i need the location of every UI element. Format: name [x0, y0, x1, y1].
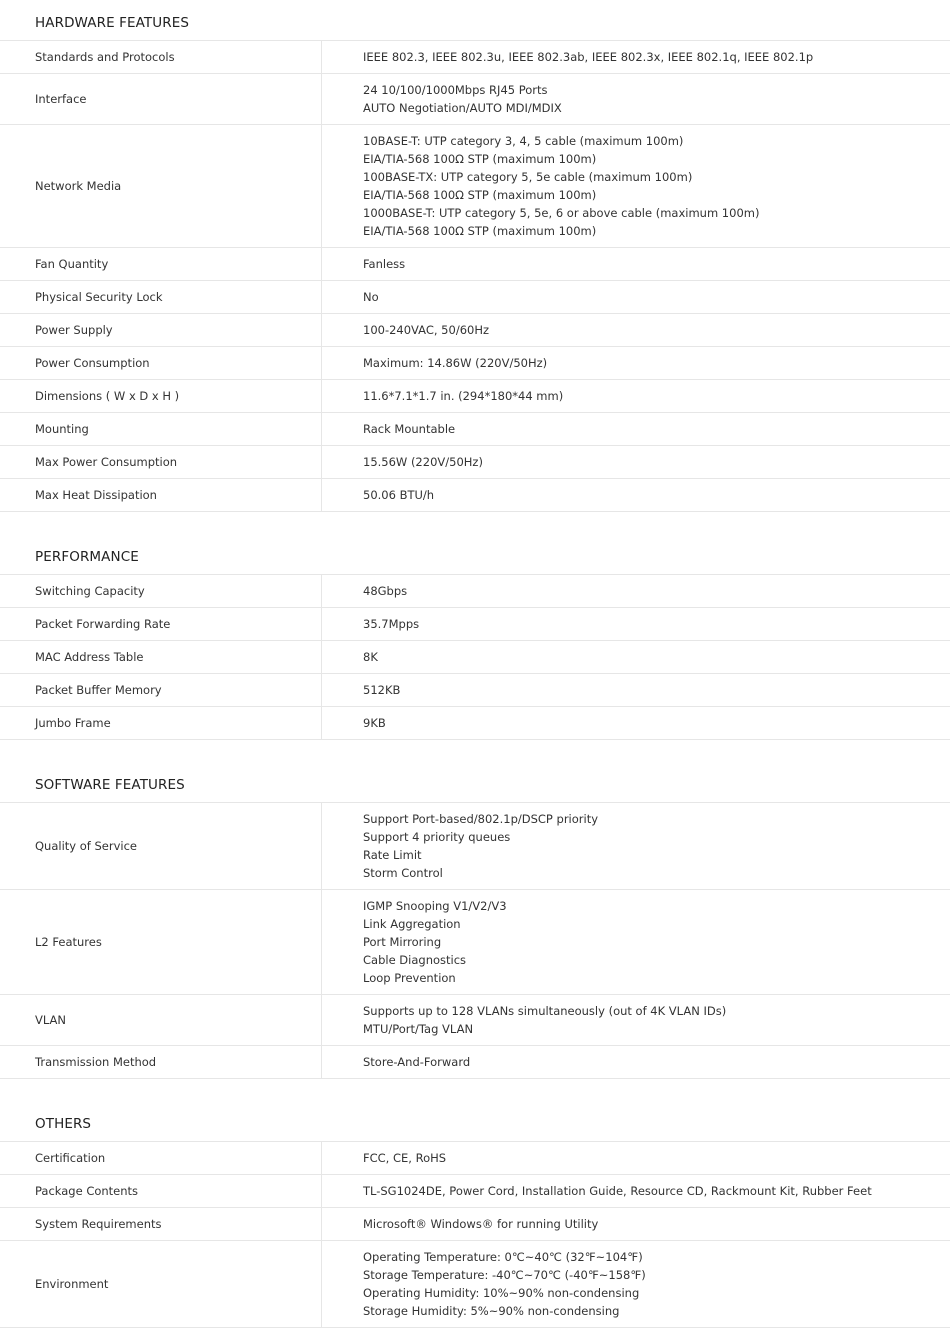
spec-label: Max Heat Dissipation [0, 479, 322, 511]
spec-value [322, 74, 950, 124]
spec-label: Package Contents [0, 1175, 322, 1207]
spec-value [322, 575, 950, 607]
spec-value [322, 446, 950, 478]
spec-value-line: Storage Humidity: 5%~90% non-condensing [363, 1304, 620, 1318]
spec-value [322, 995, 950, 1045]
spec-value [322, 281, 950, 313]
spec-value [322, 1241, 950, 1327]
spec-value-line: 10BASE-T: UTP category 3, 4, 5 cable (maximum 100m) [363, 134, 684, 148]
spec-section [0, 534, 950, 740]
spec-row [0, 74, 950, 125]
spec-value-line: Microsoft® Windows® for running Utility [363, 1217, 599, 1231]
spec-label: Switching Capacity [0, 575, 322, 607]
spec-value-line: 35.7Mpps [363, 617, 420, 631]
spec-row [0, 1208, 950, 1241]
spec-value-line: Operating Temperature: 0℃~40℃ (32℉~104℉) [363, 1250, 643, 1264]
spec-row [0, 890, 950, 995]
spec-row [0, 1241, 950, 1328]
spec-value-line: Maximum: 14.86W (220V/50Hz) [363, 356, 548, 370]
spec-label: VLAN [0, 995, 322, 1045]
spec-value-line: 8K [363, 650, 378, 664]
spec-value-line: EIA/TIA-568 100Ω STP (maximum 100m) [363, 224, 597, 238]
spec-value-line: EIA/TIA-568 100Ω STP (maximum 100m) [363, 152, 597, 166]
spec-section [0, 1101, 950, 1328]
spec-row [0, 41, 950, 74]
spec-row [0, 446, 950, 479]
spec-label: MAC Address Table [0, 641, 322, 673]
spec-section [0, 0, 950, 512]
spec-value-line: 15.56W (220V/50Hz) [363, 455, 483, 469]
spec-label: System Requirements [0, 1208, 322, 1240]
spec-row [0, 608, 950, 641]
spec-label: L2 Features [0, 890, 322, 994]
section-title: OTHERS [0, 1101, 950, 1142]
spec-value-line: Rate Limit [363, 848, 422, 862]
spec-value-line: Fanless [363, 257, 406, 271]
spec-label: Transmission Method [0, 1046, 322, 1078]
spec-value [322, 608, 950, 640]
spec-value-line: Supports up to 128 VLANs simultaneously (out of 4K VLAN IDs) [363, 1004, 727, 1018]
spec-value-line: Cable Diagnostics [363, 953, 467, 967]
spec-row [0, 641, 950, 674]
spec-value [322, 1046, 950, 1078]
spec-row [0, 413, 950, 446]
spec-value-line: 512KB [363, 683, 401, 697]
spec-value-line: MTU/Port/Tag VLAN [363, 1022, 474, 1036]
spec-value-line: 24 10/100/1000Mbps RJ45 Ports [363, 83, 548, 97]
spec-value-line: 50.06 BTU/h [363, 488, 435, 502]
spec-label: Power Consumption [0, 347, 322, 379]
spec-value-line: Storage Temperature: -40℃~70℃ (-40℉~158℉) [363, 1268, 646, 1282]
spec-value [322, 1208, 950, 1240]
spec-value-line: Support 4 priority queues [363, 830, 511, 844]
spec-row [0, 347, 950, 380]
spec-value [322, 1142, 950, 1174]
spec-row [0, 674, 950, 707]
spec-label: Network Media [0, 125, 322, 247]
section-title: PERFORMANCE [0, 534, 950, 575]
spec-row [0, 803, 950, 890]
spec-value-line: IEEE 802.3, IEEE 802.3u, IEEE 802.3ab, IEEE 802.3x, IEEE 802.1q, IEEE 802.1p [363, 50, 814, 64]
spec-value-line: IGMP Snooping V1/V2/V3 [363, 899, 507, 913]
spec-label: Jumbo Frame [0, 707, 322, 739]
spec-label: Standards and Protocols [0, 41, 322, 73]
spec-value-line: AUTO Negotiation/AUTO MDI/MDIX [363, 101, 562, 115]
spec-value [322, 248, 950, 280]
spec-label: Packet Forwarding Rate [0, 608, 322, 640]
spec-value [322, 479, 950, 511]
spec-label: Max Power Consumption [0, 446, 322, 478]
spec-value [322, 41, 950, 73]
spec-value [322, 803, 950, 889]
spec-value-line: Operating Humidity: 10%~90% non-condensing [363, 1286, 640, 1300]
spec-value-line: Storm Control [363, 866, 443, 880]
spec-value-line: FCC, CE, RoHS [363, 1151, 447, 1165]
spec-label: Certification [0, 1142, 322, 1174]
spec-section [0, 762, 950, 1079]
section-spacer [0, 1079, 950, 1101]
spec-row [0, 248, 950, 281]
spec-row [0, 314, 950, 347]
spec-value-line: 1000BASE-T: UTP category 5, 5e, 6 or above cable (maximum 100m) [363, 206, 760, 220]
spec-row [0, 707, 950, 740]
spec-label: Environment [0, 1241, 322, 1327]
spec-row [0, 1046, 950, 1079]
spec-row [0, 281, 950, 314]
spec-label: Fan Quantity [0, 248, 322, 280]
spec-label: Power Supply [0, 314, 322, 346]
spec-value [322, 125, 950, 247]
spec-value [322, 347, 950, 379]
spec-value [322, 314, 950, 346]
section-title: SOFTWARE FEATURES [0, 762, 950, 803]
spec-label: Packet Buffer Memory [0, 674, 322, 706]
spec-value-line: No [363, 290, 379, 304]
spec-value-line: Store-And-Forward [363, 1055, 471, 1069]
spec-value-line: Rack Mountable [363, 422, 456, 436]
spec-value [322, 890, 950, 994]
spec-label: Physical Security Lock [0, 281, 322, 313]
spec-value-line: Support Port-based/802.1p/DSCP priority [363, 812, 599, 826]
spec-value-line: Loop Prevention [363, 971, 456, 985]
spec-value-line: TL-SG1024DE, Power Cord, Installation Guide, Resource CD, Rackmount Kit, Rubber Feet [363, 1184, 872, 1198]
spec-label: Interface [0, 74, 322, 124]
spec-row [0, 995, 950, 1046]
spec-row [0, 479, 950, 512]
spec-value [322, 380, 950, 412]
spec-value-line: Port Mirroring [363, 935, 442, 949]
spec-row [0, 1142, 950, 1175]
spec-value-line: EIA/TIA-568 100Ω STP (maximum 100m) [363, 188, 597, 202]
spec-row [0, 575, 950, 608]
spec-value-line: 48Gbps [363, 584, 408, 598]
spec-row [0, 125, 950, 248]
spec-label: Quality of Service [0, 803, 322, 889]
spec-value [322, 707, 950, 739]
spec-value-line: 9KB [363, 716, 386, 730]
spec-value [322, 674, 950, 706]
spec-label: Mounting [0, 413, 322, 445]
spec-value [322, 413, 950, 445]
spec-value [322, 1175, 950, 1207]
spec-row [0, 1175, 950, 1208]
spec-row [0, 380, 950, 413]
spec-value [322, 641, 950, 673]
section-spacer [0, 740, 950, 762]
spec-value-line: 100BASE-TX: UTP category 5, 5e cable (maximum 100m) [363, 170, 693, 184]
section-spacer [0, 512, 950, 534]
section-title: HARDWARE FEATURES [0, 0, 950, 41]
spec-value-line: 11.6*7.1*1.7 in. (294*180*44 mm) [363, 389, 564, 403]
spec-label: Dimensions ( W x D x H ) [0, 380, 322, 412]
spec-value-line: Link Aggregation [363, 917, 461, 931]
spec-value-line: 100-240VAC, 50/60Hz [363, 323, 490, 337]
